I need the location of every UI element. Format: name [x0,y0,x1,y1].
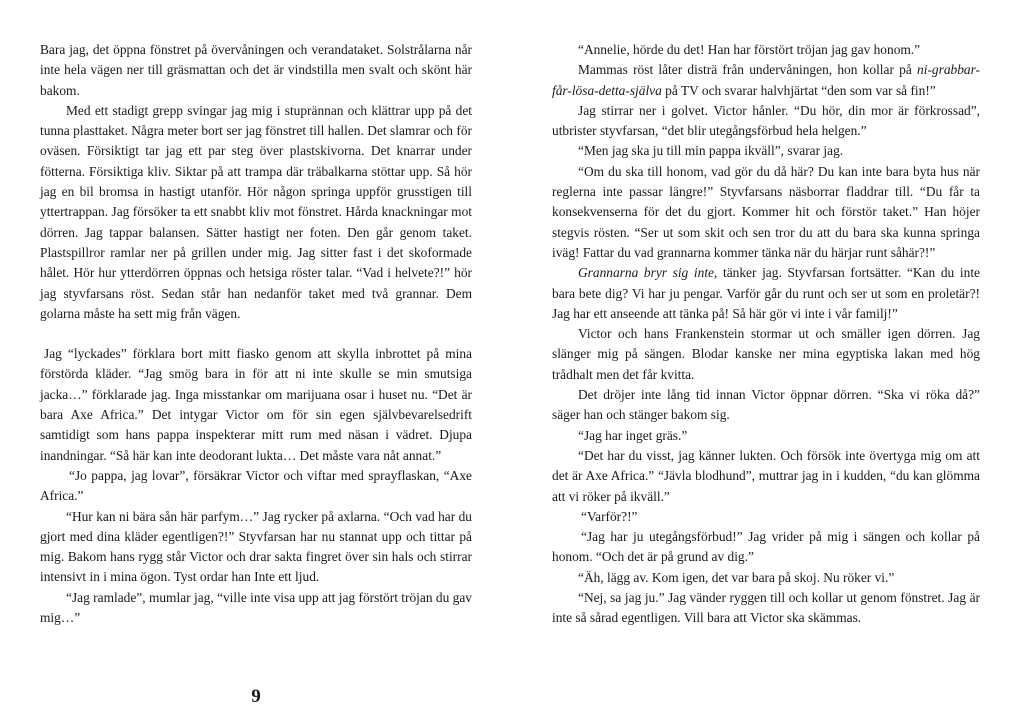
right-page [552,40,980,629]
page-number: 9 [251,686,261,707]
text-run: “Jag har inget gräs.” [578,427,688,443]
text-run: Jag “lyckades” förklara bort mitt fiasko genom att skylla inbrottet på mina förstörda kläder. “Jag smög bara in för att ni inte skulle se min smutsiga jacka…” förklarade jag. Inga misstankar om marijuana osar i huset nu. “Det är bara Axe Africa.” Det intygar Victor om för sin egen självbevarelsedrift samtidigt som hans pappa inspekterar mitt rum med näsan i vädret. Djupa inandningar. “Så här kan inte deodorant lukta… Det måste vara nåt annat.” [40,346,472,463]
text-run: “Annelie, hörde du det! Han har förstört tröjan jag gav honom.” [578,42,921,57]
paragraph [40,344,472,466]
left-page [40,40,472,628]
text-run: “Varför?!” [581,508,638,524]
paragraph [552,568,980,588]
paragraph [552,60,980,101]
text-run: , tänker jag. Styvfarsan fortsätter. “Kan du inte bara bete dig? Vi har ju pengar. Varför går du runt och ser ut som en proletär?! Jag har ett anseende att tänka på! Så här gör vi inte i vår familj!” [552,265,980,321]
paragraph [40,588,472,629]
paragraph [40,40,472,101]
paragraph [552,385,980,426]
text-run: “Nej, sa jag ju.” Jag vänder ryggen till och kollar ut genom fönstret. Jag är inte så sårad egentligen. Vill bara att Victor ska skämmas. [552,590,980,626]
text-run: “Det har du visst, jag känner lukten. Och försök inte övertyga mig om att det är Axe Africa.” “Jävla blodhund”, muttrar jag in i kudden, “du kan glömma att vi röker på ikväll.” [552,447,980,504]
paragraph [552,101,980,142]
text-run: “Hur kan ni bära sån här parfym…” Jag rycker på axlarna. “Och vad har du gjort med dina kläder egentligen?!” Styvfarsan har nu stannat upp och tittar på mig. Bakom hans rygg står Victor och drar sakta fingret över sin hals och stirrar intensivt in i mina ögon. Tyst ordar han Inte ett ljud. [40,508,472,585]
paragraph [40,101,472,324]
text-run: “Jag har ju utegångsförbud!” Jag vrider på mig i sängen och kollar på honom. “Och det är på grund av dig.” [552,529,980,565]
paragraph [552,507,980,527]
italic-text: Grannarna bryr sig inte [578,265,714,281]
text-run: Jag stirrar ner i golvet. Victor hånler. “Du hör, din mor är förkrossad”, utbrister styvfarsan, “det blir utegångsförbud hela helgen.” [552,102,980,139]
text-run: Bara jag, det öppna fönstret på övervåningen och verandataket. Solstrålarna når inte hela vägen ner till gräsmattan och det är vindstilla men svalt och skönt här bakom. [40,42,472,98]
paragraph [552,40,980,60]
paragraph [552,527,980,568]
paragraph [552,588,980,629]
text-run: “Men jag ska ju till min pappa ikväll”, svarar jag. [578,143,844,159]
text-run: “Jag ramlade”, mumlar jag, “ville inte visa upp att jag förstört tröjan du gav mig…” [40,589,472,626]
paragraph [552,141,980,161]
text-run: Victor och hans Frankenstein stormar ut och smäller igen dörren. Jag slänger mig på sängen. Blodar kanske ner mina egyptiska lakan med hög trådhalt men det får kvitta. [552,326,980,382]
paragraph [40,466,472,507]
paragraph [40,507,472,588]
paragraph [552,446,980,507]
text-run: Det dröjer inte lång tid innan Victor öppnar dörren. “Ska vi röka då?” säger han och stänger bakom sig. [552,387,980,423]
paragraph [552,263,980,324]
text-run: “Äh, lägg av. Kom igen, det var bara på skoj. Nu röker vi.” [578,569,895,585]
paragraph [552,324,980,385]
text-run: Med ett stadigt grepp svingar jag mig i stuprännan och klättrar upp på det tunna plasttaket. Några meter bort ser jag fönstret till hallen. Det slamrar och för oväsen. Försiktigt tar jag ett par steg över plastskivorna. Det knarrar under fötterna. Försiktiga kliv. Siktar på att trampa där träbalkarna stöttar upp. Så hör jag en bil bromsa in hastigt utanför. Hör någon springa uppför grusstigen till yttertrappan. Jag försöker ta ett snabbt kliv mot fönstret. Hårda knackningar mot dörren. Jag tappar balansen. Sätter hastigt ner foten. Den går genom taket. Plastspillror ramlar ner på grillen under mig. Jag sitter fast i det skoformade hålet. Hör hur ytterdörren öppnas och hetsiga röster talar. “Vad i helvete?!” hör jag styvfarsans röst. Sedan står han nedanför taket med två grannar. Dem golarna måste ha sett mig från vägen. [40,102,472,321]
paragraph [552,162,980,263]
text-run: Mammas röst låter disträ från undervåningen, hon kollar på [578,62,918,78]
text-run: “Om du ska till honom, vad gör du då här? Du kan inte bara byta hus när reglerna inte passar längre!” Styvfarsans näsborrar fladdrar till. “Du får ta konsekvenserna för det du gjort. Kommer hit och förstör taket.” Han höjer stegvis rösten. “Ser ut som skit och sen tror du att du bara ska kunna springa iväg! Fattar du vad grannarna kommer tänka när du härjar runt såhär?!” [552,163,980,260]
text-run: “Jo pappa, jag lovar”, försäkrar Victor och viftar med sprayflaskan, “Axe Africa.” [40,467,472,504]
paragraph [552,426,980,446]
italic-text: ni-grabbar-får-lösa-detta-själva [552,62,980,98]
text-run: på TV och svarar halvhjärtat “den som var så fin!” [661,82,936,98]
